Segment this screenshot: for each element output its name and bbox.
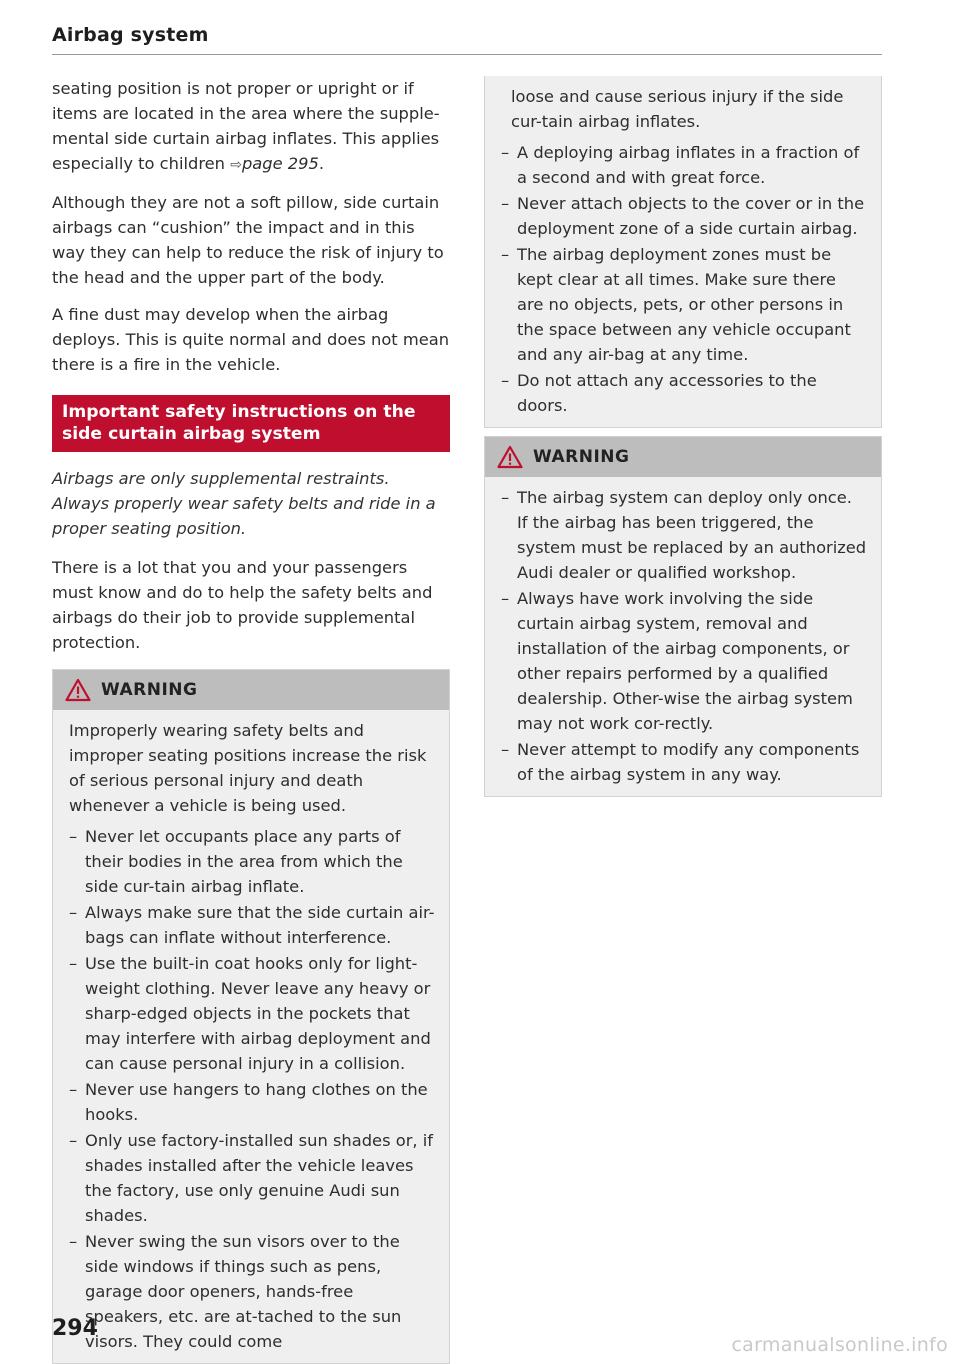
page-number: 294 <box>52 1316 98 1341</box>
paragraph-3: A fine dust may develop when the airbag deploys. This is quite normal and does not mean there is a fire in the vehicle. <box>52 305 450 374</box>
section-heading: Important safety instructions on the side curtain airbag system <box>52 395 450 452</box>
warning-body <box>53 710 449 1363</box>
warning-box-2 <box>484 436 882 797</box>
warning-triangle-icon <box>497 445 523 469</box>
list-item: – Never attempt to modify any components of the airbag system in any way. <box>501 737 867 787</box>
list-item: – Never use hangers to hang clothes on the hooks. <box>69 1077 435 1127</box>
warning-triangle-icon <box>65 678 91 702</box>
warning-header-2 <box>485 437 881 477</box>
warning-box <box>52 669 450 1364</box>
list-item: – Only use factory-installed sun shades or, if shades installed after the vehicle leaves the factory, use only genuine Audi sun shades. <box>69 1128 435 1228</box>
header-divider <box>52 54 882 55</box>
list-item: – Never attach objects to the cover or in the deployment zone of a side curtain airbag. <box>501 191 867 241</box>
right-column <box>484 76 882 797</box>
list-item: – The airbag system can deploy only once. If the airbag has been triggered, the system must be replaced by an authorized Audi dealer or qualified workshop. <box>501 485 867 585</box>
list-item: – Always make sure that the side curtain air-bags can inflate without interference. <box>69 900 435 950</box>
warning-lead: Improperly wearing safety belts and improper seating positions increase the risk of serious personal injury and death whenever a vehicle is being used. <box>69 721 427 815</box>
paragraph-4: There is a lot that you and your passengers must know and do to help the safety belts and airbags do their job to provide supplemental protection. <box>52 558 433 652</box>
list-item: – The airbag deployment zones must be kept clear at all times. Make sure there are no objects, pets, or other persons in the space between any vehicle occupant and any air-bag at any time. <box>501 242 867 367</box>
list-item: – Do not attach any accessories to the doors. <box>501 368 867 418</box>
warning-list <box>69 824 435 1354</box>
warning-label: WARNING <box>101 680 198 700</box>
watermark: carmanualsonline.info <box>731 1334 948 1356</box>
list-item: – Always have work involving the side curtain airbag system, removal and installation of the airbag components, or other repairs performed by a qualified dealership. Other-wise the airbag system may not work cor-rectly. <box>501 586 867 736</box>
list-item: – Never let occupants place any parts of their bodies in the area from which the side cur-tain airbag inflate. <box>69 824 435 899</box>
warning-continued-lead: loose and cause serious injury if the side cur-tain airbag inflates. <box>511 87 844 131</box>
warning-list-continued <box>501 140 867 418</box>
arrow-right-icon: ⇨ <box>230 157 242 173</box>
warning-header <box>53 670 449 710</box>
warning-body-2 <box>485 477 881 796</box>
warning-body-continued <box>485 76 881 427</box>
warning-box-continued <box>484 76 882 428</box>
warning-list-2 <box>501 485 867 787</box>
section-intro: Airbags are only supplemental restraints. Always properly wear safety belts and ride in a proper seating position. <box>52 469 436 538</box>
list-item: – Use the built-in coat hooks only for light-weight clothing. Never leave any heavy or sharp-edged objects in the pockets that may interfere with airbag deployment and can cause personal injury in a collision. <box>69 951 435 1076</box>
list-item: – Never swing the sun visors over to the side windows if things such as pens, garage door openers, hands-free speakers, etc. are at-tached to the sun visors. They could come <box>69 1229 435 1354</box>
running-header: Airbag system <box>52 24 209 46</box>
paragraph-1: seating position is not proper or upright or if items are located in the area where the supple-mental side curtain airbag inflates. This applies especially to children ⇨page 295. <box>52 79 440 173</box>
paragraph-2: Although they are not a soft pillow, side curtain airbags can “cushion” the impact and in this way they can help to reduce the risk of injury to the head and the upper part of the body. <box>52 193 444 287</box>
warning-label-2: WARNING <box>533 447 630 467</box>
page-reference-link[interactable]: page 295 <box>241 154 319 173</box>
list-item: – A deploying airbag inflates in a fraction of a second and with great force. <box>501 140 867 190</box>
left-column <box>52 76 450 1364</box>
